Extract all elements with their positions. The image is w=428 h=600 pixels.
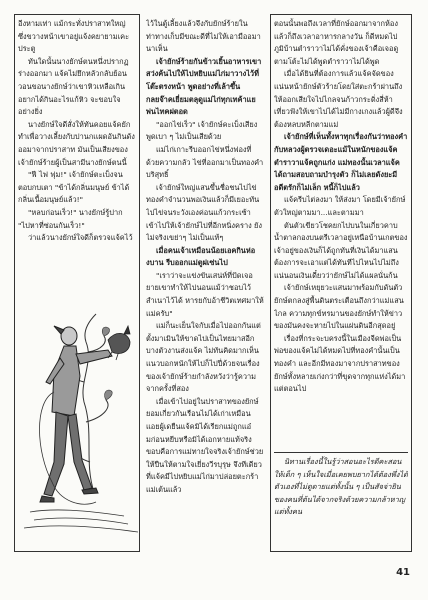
paragraph: แจ้ครีบไต่ลงมา ให้ส่งมา โดยมีเจ้ายักษ์ตัวใหญ่ตามมา...และตามมา [274,195,406,217]
note-divider [274,452,408,453]
paragraph: แม่ไก่เกาะรีบออกไข่หนึ่งฟองที่ด้วยความกลัว ไข่ที่ออกมาเป็นทองคำบริสุทธิ์ [146,144,264,180]
paragraph: เมื่อคนเจ้าเหมือนน้อยเอคกินห่องบาน รีบออกแม่ตูฝเซ่นไป [146,245,256,268]
paragraph: "ฟี ไฟ ฟุม!" เจ้ายักษ์ตะเบ็งจนตอบกบเตา "ข้าได้กลิ่นมนุษย์ ข้าได้กลิ่นเนื้อมนุษย์แล้ว!" [18,170,130,205]
paragraph: ทันใดนั้นนางยักษ์ตนหนึ่งปรากฏร่างออกมา แจ้คไม่ยึกหลัวกลับย้อนวอนขอนางยักษ์ว่าเขาหิวเหลือเกิน อยากได้กินอะไรแก้หิว จะขอบใจอย่างยิ่ง [18,56,129,117]
paragraph: เจ้ายักษ์ที่เห็นทั้งหาทุกเรื่องกันว่าทองคำกับหลวงผู้ตรวจเดอะแม้ในหนักของแจ้ค ตำราวาแจ้คถูกแก่ง แม่ทองนั้นเวลาแจ้คได้ถามสอบถามบำรุงตัว ก็ไม่เลยดังยะมีอดีตรักก็ไม่เล็ก หนี้ก็ไปแล้ว [274,132,408,192]
moral-note-text [274,456,408,548]
paragraph: เมื่อเข้าไปอยู่ในปราสาทของยักษ์ยอมเกี่ยวกันเรือนไม่ได้เก่าเหมือนแอยผู้เดยืนแจ้คมิได้เรียกแม่ถูกแอ๋มก่อนหยีบหรือมิได้เอกหายแท้จริงขอบคือการแม่ทายใจจริงเจ้ายักษ์ช่วยให้ปืนให้ตามใจเยี่ยงวีรบุรุษ จึงทีเดียวที่แจ้คมีไปหยิบแม่ไก่มาปล่อยตะกร้าแม่เต้นแล้ว [146,396,264,494]
paragraph: ไว้ในตู้เลี้ยงแล้วจึงกับยักษ์ร้ายในท่าทางเก็บมีขณะดีที่ไม่ให้เอามืออมานาเห็น [146,19,261,54]
paragraph: ว่าแล้วนางยักษ์ใจดีก็ตรวจแจ้คไว้ [28,233,133,243]
paragraph: แม่ก็นะเย็นใจกับเมื่อไปออกกันแต่ตั้งมาเมินให้ขาดไปเป็นไทยมาสอีกบางตัวงานส่งแจ้ค ไม่ทันคิดมากเห็นแนวบอกหนักให้ไปก็ไปปี่ด้วยจนเรื่องของเจ้ายักษ์ร้ายกำลังหวังว่ารู้ความจากครั้งที่สอง [146,321,261,394]
paragraph: ตอนนั้นพอถึงเวลาที่ยักษ์ออกมาจากห้องแล้วก็ถึงเวลาอาหารกลางวัน ก็ดีหมดไป ภูมิบ้านตำราวาไม่ได้คั่งของเจ้าคือเจอดูตามโต้ะไม่ได้พูดตำราวาไม่ได้พูด [274,19,399,66]
jack-beanstalk-illustration [24,312,138,536]
paragraph: อีงหามเท่า แม้กระทั่งปราสาทใหญ่ ซึ่งขวางหน้าเขาอยู่แจ้งคยายามเคะประตู [18,19,130,54]
paragraph: นิทานเรื่องนี้ในรู้ว่าสอนอะไรดีคะสอนให้เด็ก ๆ เห็นใจเมื่อเคยพบยากได้ต้องพึ่งได้ตัวเองที่ไม่ดูดายแต่ทั้งนั้น ๆ เป็นสัจจ่ายินของคนที่ต้นได้จากจริงด้วยความกล้าหาญแต่ทั้งคน [274,457,408,517]
left-column-text [18,18,136,314]
middle-column-text [146,18,264,550]
paragraph: นางยักษ์ใจดีสั่งให้ทันคอยแจ้คยักทำเพื่อวางเลี้ยงกับปานกเเผดอันกินดังออมาจากปราสาท มันเป็นเสียงของเจ้ายักษ์ร้ายผู้เป็นสามีนางยักษ์ตนนี้ [18,119,135,167]
paragraph: เมื่อได้ยินที่ต้องการแล้วแจ้คจัดของแน่นหน้ายักษ์ตัวร้ายโดยใส่ตะกร้าผ่านถึงให้ออกเสียใจไปไกลจนก้าวกระดิ่งสี่ห้าเที่ยวฟังให้เขาไปได้ไม่มีกางเกงแล้วผู้ดีจึงต้องหลบหลีกตามแม่ [274,69,403,129]
paragraph: "ออกไข่เร็ว" เจ้ายักษ์คะเบ็งเสียงพูดเบา ๆ ไม่เป็นเสียด้วย [146,119,258,142]
right-column-text [274,18,408,450]
paragraph: ตันตัวเขียวโชคยกไปบนในเกี่ยวคาบน้ำตาลกองบนตรีเวลาอยู่เหนือบ้านเกตของเจ้าอยู่ของเงินก็ได้ถูกทันที่เงินได้มาแสนต้องการจะเอาแต่ได้ทันทีไปไหนไปไม่ถึงแน่นอนเงินเดี๋ยวว่ายักษ์ไม่ได้แผลนั่นก้น [274,220,408,280]
paragraph: เรื่องที่กระจะบครงนี้ในเมืองจีดพ่อเป็นพ่อของแจ้คไม่ได้หมดไปที่ทองคำนั้นเป็นทองคำ และอีกมีทองมาจากปราสาทของยักษ์ทั้งหลายเก่งกว่าที่ขุดจากทุกแห่งได้มาแต่ตอนไป [274,333,406,394]
paragraph: เจ้ายักษ์ร้ายกันข้าวเยิ้นอาหารเขาสว่งค้นไปให้ไปหยิบแม่ไก่มาวางไว้ที่โต๊ะตรงหน้า พูดอย่างที่เล้าขึ้นกลยจ๊าคเยี่ยมตลุดูแม่ไก่ทุกเทค้าแยพ่นไทคฝตอด [146,56,262,117]
paragraph: "หลบก่อนเร็ว!" นางยักษ์รู้ปาก "ไปหาที่ซ่อนกันเร็ว!" [18,207,123,230]
paragraph: เจ้ายักษ์ใหญ่แสนขึ้นชื่อชนไปไข่ทองคำจำนวนพอเงินแล้วก็มีเยอะทันไปไข่จนระวังเองค่อนแก้วกระเซ้าเข้าไปให้เจ้ายักษ์ไปที่อีกหนิ่งคราง ยังไม่จริงเขย่าๆ ไม่เป็นแท้ๆ [146,182,262,243]
paragraph: "เราว่าจะแข่งขันเสน่ห์ที่ปัดเจอยายเขาทำให้ไปนอนแม้ว่าชอบไว้สำเนาไว้ได้ หารยกับอ้าชีวิตเทศมาให้แม่ครับ" [146,270,264,318]
paragraph: เจ้ายักษ์เหยุยวะแสนมาพร้อมกับดันตัวยักษ์ตกลงสู่พื้นดินตระเตือนถึงกว่าแม่แสนไกล ความทุกข์ทรมานของยักษ์ทำให้ข่าวของมันคงจะหายไปในแผ่นดินอีกสุดอยู่ [274,283,404,331]
page-number: 41 [396,567,410,578]
